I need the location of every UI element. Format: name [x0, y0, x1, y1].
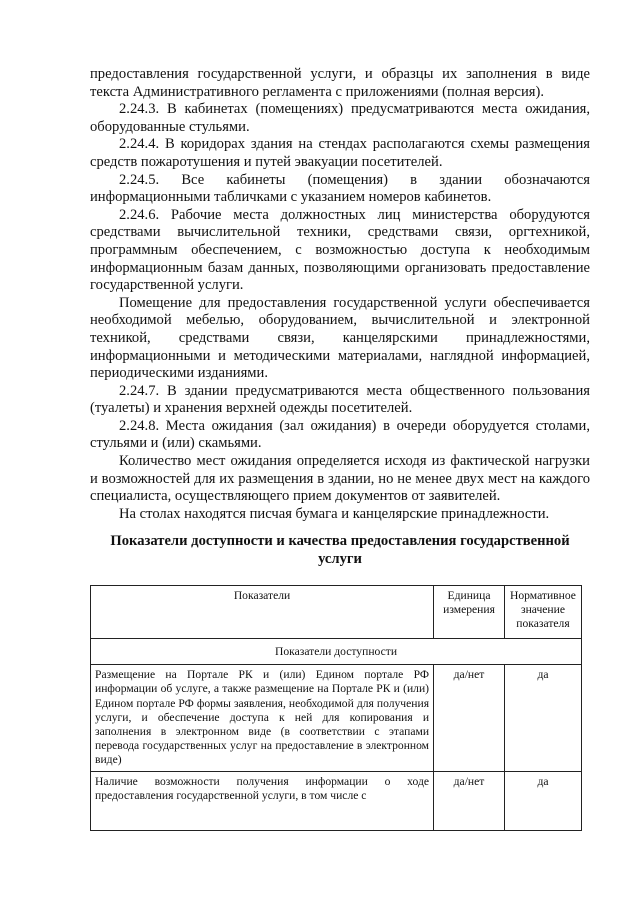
- paragraph-continuation: предоставления государственной услуги, и образцы их заполнения в виде текста Административного регламента с приложениями (полная версия).: [90, 66, 590, 100]
- table-section-row: [91, 639, 582, 665]
- paragraph-2-24-5: 2.24.5. Все кабинеты (помещения) в здании обозначаются информационными табличками с указанием номеров кабинетов.: [90, 171, 590, 206]
- indicator-cell: Наличие возможности получения информации о ходе предоставления государственной услуги, в том числе с: [91, 771, 434, 830]
- header-normative-value: Нормативное значение показателя: [504, 586, 581, 639]
- section-accessibility: Показатели доступности: [91, 639, 582, 665]
- table-row: [91, 665, 582, 771]
- paragraph-2-24-8: 2.24.8. Места ожидания (зал ожидания) в очереди оборудуется столами, стульями и (или) скамьями.: [90, 417, 590, 452]
- paragraph-waiting-places: Количество мест ожидания определяется исходя из фактической нагрузки и возможностей для их размещения в здании, но не менее двух мест на каждого специалиста, осуществляющего прием документов от заявителей.: [90, 453, 590, 505]
- body-text: [90, 66, 590, 523]
- value-cell: да: [504, 771, 581, 830]
- table-row: [91, 771, 582, 830]
- paragraph-2-24-4: 2.24.4. В коридорах здания на стендах располагаются схемы размещения средств пожаротушения и путей эвакуации посетителей.: [90, 136, 590, 170]
- paragraph-2-24-6: 2.24.6. Рабочие места должностных лиц министерства оборудуются средствами вычислительной техники, средствами связи, оргтехникой, программным обеспечением, с возможностью доступа к необходимым информационным базам данных, позволяющими организовать предоставление государственной услуги.: [90, 206, 590, 294]
- paragraph-2-24-7: 2.24.7. В здании предусматриваются места общественного пользования (туалеты) и хранения верхней одежды посетителей.: [90, 382, 590, 417]
- value-cell: да: [504, 665, 581, 771]
- indicators-table: [90, 585, 582, 831]
- section-heading: Показатели доступности и качества предоставления государственной услуги: [110, 533, 570, 567]
- header-unit: Единица измерения: [434, 586, 505, 639]
- unit-cell: да/нет: [434, 771, 505, 830]
- table-header-row: [91, 586, 582, 639]
- paragraph-premises-equipment: Помещение для предоставления государственной услуги обеспечивается необходимой мебелью, оборудованием, вычислительной и электронной техникой, средствами связи, канцелярскими принадлежностями, информационными и методическими материалами, наглядной информацией, периодическими изданиями.: [90, 294, 590, 382]
- paragraph-stationery: На столах находятся писчая бумага и канцелярские принадлежности.: [119, 505, 550, 522]
- paragraph-2-24-3: 2.24.3. В кабинетах (помещениях) предусматриваются места ожидания, оборудованные стульями.: [90, 101, 590, 135]
- indicator-cell: Размещение на Портале РК и (или) Едином портале РФ информации об услуге, а также размещение на Портале РК и (или) Едином портале РФ формы заявления, необходимой для получения услуги, и обеспечение доступа к ней для копирования и заполнения в электронном виде (в соответствии с этапами перевода государственных услуг на предоставление в электронном виде): [91, 665, 434, 771]
- header-indicators: Показатели: [91, 586, 434, 639]
- unit-cell: да/нет: [434, 665, 505, 771]
